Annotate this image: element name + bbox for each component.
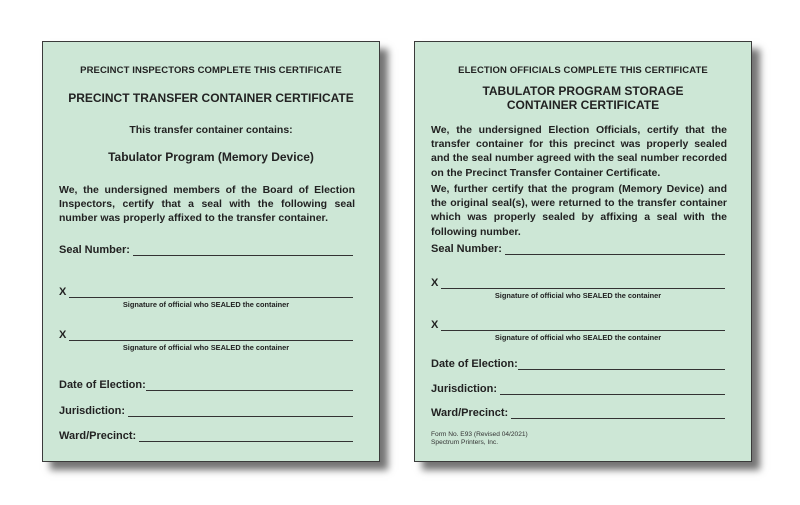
signature-line[interactable] [69,287,353,298]
ward-precinct-field[interactable] [59,430,353,442]
signature-x-mark: X [431,277,439,289]
signature-x-mark: X [59,286,67,298]
signature-line[interactable] [69,330,353,341]
form-footer [431,431,528,447]
ward-precinct-line[interactable] [511,408,725,419]
seal-number-line[interactable] [505,244,725,255]
signature-caption: Signature of official who SEALED the container [122,300,290,309]
date-of-election-field[interactable] [431,358,725,370]
contents-value: Tabulator Program (Memory Device) [108,150,314,164]
seal-number-label: Seal Number: [431,243,502,255]
jurisdiction-line[interactable] [128,406,353,417]
signature-caption: Signature of official who SEALED the container [122,343,290,352]
jurisdiction-line[interactable] [500,384,725,395]
seal-number-field[interactable] [59,244,353,256]
ward-precinct-line[interactable] [139,431,353,442]
certification-statement: We, the undersigned members of the Board of Election Inspectors, certify that a seal with the following seal number was properly affixed to the transfer container. [59,184,355,225]
ward-precinct-field[interactable] [431,407,725,419]
signature-field-2[interactable] [431,319,725,331]
signature-x-mark: X [59,329,67,341]
date-of-election-line[interactable] [518,359,725,370]
signature-line[interactable] [441,320,725,331]
seal-number-label: Seal Number: [59,244,130,256]
certificate-title: PRECINCT TRANSFER CONTAINER CERTIFICATE [68,91,354,105]
instruction-heading: PRECINCT INSPECTORS COMPLETE THIS CERTIFICATE [80,65,342,76]
date-of-election-label: Date of Election: [431,358,518,370]
signature-field-1[interactable] [431,277,725,289]
form-number: Form No. E93 (Revised 04/2021) [431,431,528,438]
instruction-heading: ELECTION OFFICIALS COMPLETE THIS CERTIFICATE [458,65,708,76]
ward-precinct-label: Ward/Precinct: [431,407,509,419]
tabulator-storage-certificate [414,41,752,462]
seal-number-field[interactable] [431,243,725,255]
contains-label: This transfer container contains: [129,124,293,136]
certificate-title-line2: CONTAINER CERTIFICATE [506,98,660,112]
date-of-election-line[interactable] [146,380,353,391]
signature-caption: Signature of official who SEALED the container [494,291,662,300]
certificate-title-line1: TABULATOR PROGRAM STORAGE [482,84,684,98]
signature-x-mark: X [431,319,439,331]
printer-name: Spectrum Printers, Inc. [431,439,499,446]
certification-statement-2: We, further certify that the program (Memory Device) and the original seal(s), were returned to the transfer container which was properly sealed by affixing a seal with the following number. [431,183,727,238]
seal-number-line[interactable] [133,245,353,256]
signature-field-1[interactable] [59,286,353,298]
signature-line[interactable] [441,278,725,289]
certification-statement-1: We, the undersigned Election Officials, certify that the transfer container for this precinct was properly sealed and the seal number agreed with the seal number recorded on the Precinct Transfer Container Certificate. [431,124,727,179]
jurisdiction-label: Jurisdiction: [59,405,126,417]
ward-precinct-label: Ward/Precinct: [59,430,137,442]
jurisdiction-field[interactable] [431,383,725,395]
date-of-election-field[interactable] [59,379,353,391]
jurisdiction-label: Jurisdiction: [431,383,498,395]
signature-field-2[interactable] [59,329,353,341]
signature-caption: Signature of official who SEALED the container [494,333,662,342]
precinct-transfer-certificate [42,41,380,462]
jurisdiction-field[interactable] [59,405,353,417]
date-of-election-label: Date of Election: [59,379,146,391]
